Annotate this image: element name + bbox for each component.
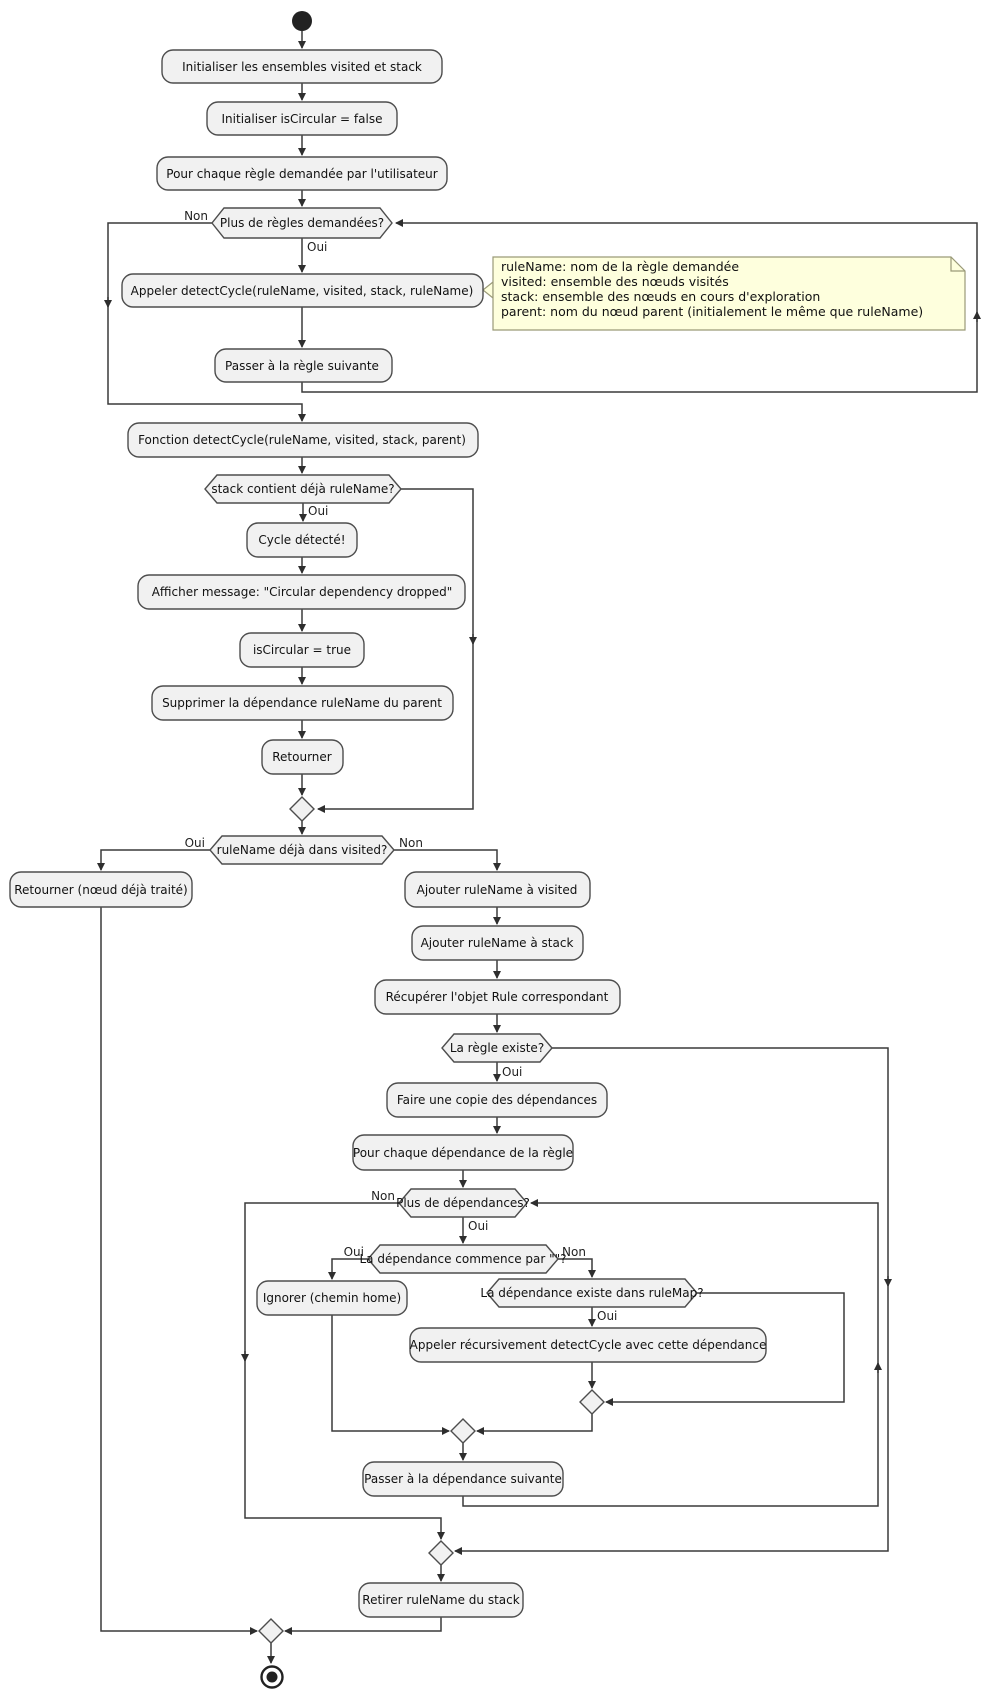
label-d3-oui: Oui bbox=[184, 836, 205, 850]
node-function-detectcycle-label: Fonction detectCycle(ruleName, visited, stack, parent) bbox=[138, 433, 466, 447]
node-call-detectcycle-label: Appeler detectCycle(ruleName, visited, stack, ruleName) bbox=[130, 284, 474, 298]
node-add-visited-label: Ajouter ruleName à visited bbox=[416, 883, 578, 897]
merge-dependency bbox=[451, 1419, 475, 1443]
end-node bbox=[262, 1667, 283, 1688]
label-d1-oui: Oui bbox=[307, 240, 328, 254]
node-foreach-dependency-label: Pour chaque dépendance de la règle bbox=[352, 1146, 574, 1160]
label-d1-non: Non bbox=[184, 209, 208, 223]
decision-rule-exists-label: La règle existe? bbox=[449, 1041, 545, 1055]
decision-more-rules-label: Plus de règles demandées? bbox=[219, 216, 385, 230]
note-line-4: parent: nom du nœud parent (initialement le même que ruleName) bbox=[501, 304, 924, 319]
note-line-3: stack: ensemble des nœuds en cours d'exploration bbox=[501, 289, 821, 304]
label-d6-non: Non bbox=[562, 1245, 586, 1259]
label-d4-oui: Oui bbox=[502, 1065, 523, 1079]
decision-dep-starts-with-label: La dépendance commence par ""? bbox=[359, 1252, 567, 1266]
note-arguments bbox=[483, 257, 965, 330]
decision-more-dependencies-label: Plus de dépendances? bbox=[396, 1196, 530, 1210]
node-add-stack-label: Ajouter ruleName à stack bbox=[420, 936, 574, 950]
label-d3-non: Non bbox=[399, 836, 423, 850]
node-remove-dependency-label: Supprimer la dépendance ruleName du parent bbox=[162, 696, 442, 710]
merge-after-return bbox=[290, 797, 314, 821]
label-d5-non: Non bbox=[371, 1189, 395, 1203]
edge-c1-m5 bbox=[101, 907, 257, 1631]
node-foreach-rule-label: Pour chaque règle demandée par l'utilisateur bbox=[166, 167, 438, 181]
note-connector bbox=[483, 282, 493, 298]
decision-already-visited-label: ruleName déjà dans visited? bbox=[216, 843, 388, 857]
node-return-label: Retourner bbox=[272, 750, 332, 764]
decision-stack-contains-label: stack contient déjà ruleName? bbox=[211, 482, 395, 496]
edge-m2-m3 bbox=[477, 1414, 592, 1431]
note-line-2: visited: ensemble des nœuds visités bbox=[501, 274, 729, 289]
note-line-1: ruleName: nom de la règle demandée bbox=[501, 259, 740, 274]
node-ignore-home-label: Ignorer (chemin home) bbox=[262, 1291, 402, 1305]
label-d2-oui: Oui bbox=[308, 504, 329, 518]
merge-final bbox=[259, 1619, 283, 1643]
label-d5-oui: Oui bbox=[468, 1219, 489, 1233]
edge-f4-m5 bbox=[285, 1617, 441, 1631]
node-recursive-call-label: Appeler récursivement detectCycle avec cette dépendance bbox=[409, 1338, 767, 1352]
node-return-already-visited-label: Retourner (nœud déjà traité) bbox=[14, 883, 188, 897]
decision-dep-in-rulemap-label: La dépendance existe dans ruleMap? bbox=[480, 1286, 704, 1300]
node-next-rule-label: Passer à la règle suivante bbox=[225, 359, 379, 373]
merge-rulemap bbox=[580, 1390, 604, 1414]
node-set-iscircular-label: isCircular = true bbox=[252, 643, 352, 657]
node-copy-dependencies-label: Faire une copie des dépendances bbox=[396, 1093, 598, 1107]
label-d6-oui: Oui bbox=[343, 1245, 364, 1259]
node-pop-stack-label: Retirer ruleName du stack bbox=[362, 1593, 520, 1607]
node-init-iscircular-label: Initialiser isCircular = false bbox=[221, 112, 383, 126]
node-init-sets-label: Initialiser les ensembles visited et stack bbox=[182, 60, 422, 74]
label-d7-oui: Oui bbox=[597, 1309, 618, 1323]
edge-d3-non-e1 bbox=[394, 850, 497, 870]
merge-before-pop bbox=[429, 1541, 453, 1565]
start-node bbox=[292, 11, 312, 31]
node-get-rule-object-label: Récupérer l'objet Rule correspondant bbox=[385, 990, 609, 1004]
edge-d1-non-b1 bbox=[108, 223, 302, 421]
node-cycle-detected-label: Cycle détecté! bbox=[258, 533, 346, 547]
edge-d3-oui-c1 bbox=[101, 850, 210, 870]
node-next-dependency-label: Passer à la dépendance suivante bbox=[364, 1472, 562, 1486]
node-show-message-label: Afficher message: "Circular dependency dropped" bbox=[151, 585, 453, 599]
